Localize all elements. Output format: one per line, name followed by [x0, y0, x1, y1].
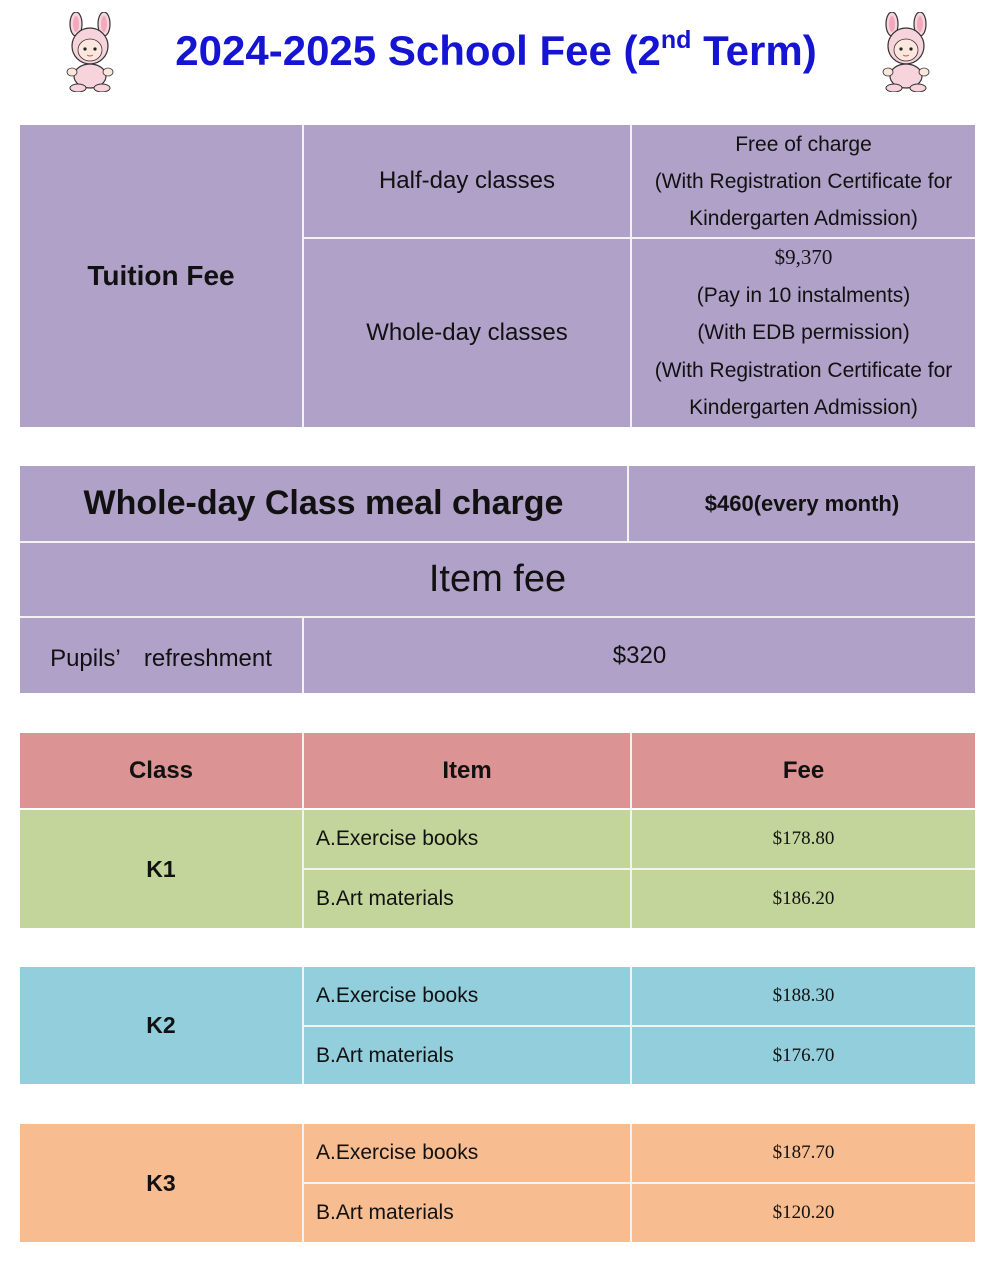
- item-fee-heading: Item fee: [428, 558, 567, 600]
- whole-day-fee-line: (With EDB permission): [697, 321, 910, 345]
- k3-class-label: K3: [146, 1169, 176, 1196]
- header-class: Class: [128, 756, 194, 784]
- meal-charge-value: $460(every month): [704, 490, 900, 516]
- k2-item: B.Art materials: [316, 1043, 454, 1067]
- header-fee: Fee: [782, 756, 825, 784]
- k3-item: A.Exercise books: [316, 1141, 479, 1164]
- k2-fee: $188.30: [772, 985, 835, 1006]
- whole-day-fee-line: (With Registration Certificate for: [654, 358, 953, 382]
- meal-charge-label: Whole-day Class meal charge: [83, 484, 564, 522]
- whole-day-fee-amount: $9,370: [774, 245, 833, 270]
- k1-class-label: K1: [146, 855, 176, 882]
- k3-fee: $120.20: [772, 1202, 835, 1223]
- k1-fee: $178.80: [772, 828, 835, 849]
- k1-fee: $186.20: [772, 888, 835, 909]
- whole-day-fee-line: Kindergarten Admission): [689, 396, 918, 420]
- k2-item: A.Exercise books: [316, 984, 479, 1007]
- half-day-fee-line: (With Registration Certificate for: [654, 169, 953, 193]
- header-item: Item: [442, 756, 492, 784]
- k1-item: A.Exercise books: [316, 827, 479, 850]
- k1-item: B.Art materials: [316, 887, 454, 910]
- k3-fee: $187.70: [772, 1142, 835, 1163]
- k2-class-label: K2: [146, 1012, 176, 1038]
- tuition-fee-label: Tuition Fee: [87, 260, 235, 291]
- half-day-fee-line: Kindergarten Admission): [689, 206, 918, 230]
- half-day-label: Half-day classes: [378, 167, 556, 194]
- half-day-fee: [632, 125, 975, 237]
- whole-day-fee-line: (Pay in 10 instalments): [696, 283, 911, 307]
- k2-fee: $176.70: [772, 1044, 835, 1066]
- half-day-fee-line: Free of charge: [735, 132, 872, 156]
- whole-day-fee: [632, 239, 975, 427]
- refreshment-label: Pupils’ refreshment: [50, 645, 272, 672]
- refreshment-value: $320: [612, 641, 667, 669]
- whole-day-label: Whole-day classes: [366, 319, 568, 346]
- page-title: 2024-2025 School Fee (2nd Term): [175, 26, 817, 74]
- k3-item: B.Art materials: [316, 1201, 454, 1224]
